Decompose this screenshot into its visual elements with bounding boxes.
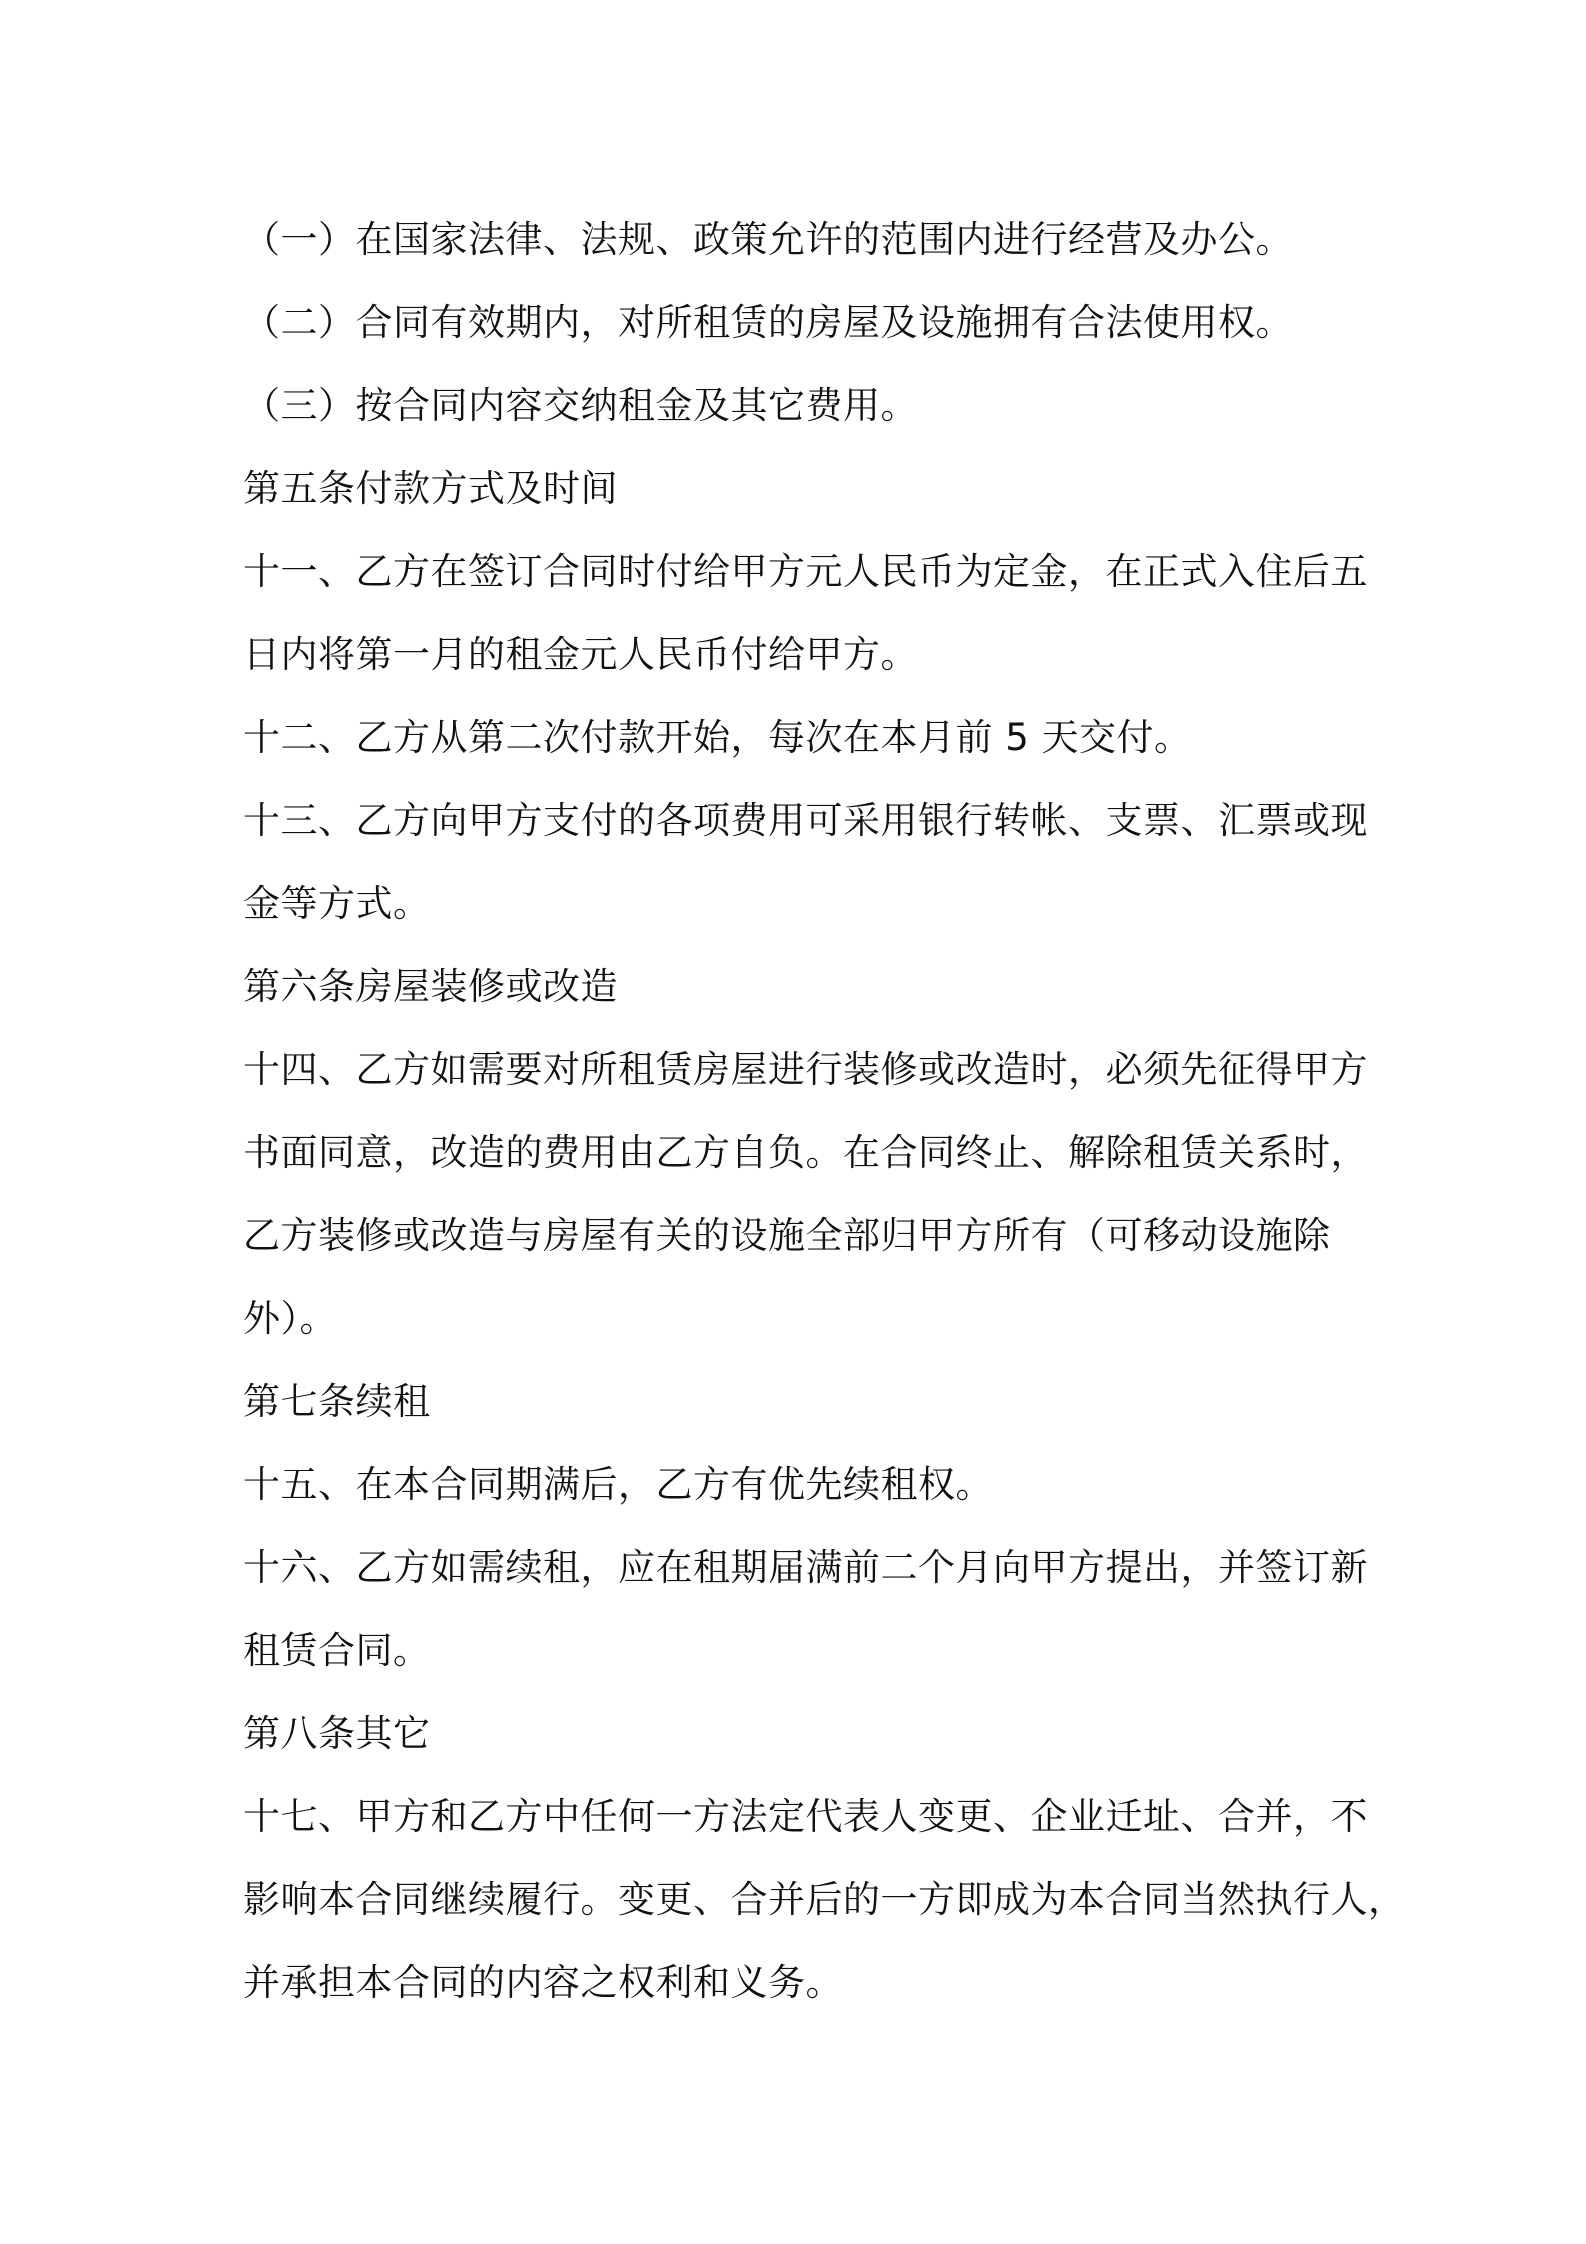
section-heading-7: 第七条续租	[243, 1380, 431, 1423]
document-body	[243, 198, 1406, 2024]
paragraph-14-line-2: 书面同意，改造的费用由乙方自负。在合同终止、解除租赁关系时，	[243, 1131, 1368, 1174]
clause-item-3: （三）按合同内容交纳租金及其它费用。	[243, 384, 918, 427]
paragraph-16-line-1: 十六、乙方如需续租，应在租期届满前二个月向甲方提出，并签订新	[243, 1546, 1368, 1589]
paragraph-13-line-2: 金等方式。	[243, 882, 431, 925]
paragraph-17-line-3: 并承担本合同的内容之权利和义务。	[243, 1961, 843, 2004]
section-heading-5: 第五条付款方式及时间	[243, 467, 618, 510]
paragraph-14-line-1: 十四、乙方如需要对所租赁房屋进行装修或改造时，必须先征得甲方	[243, 1048, 1368, 1091]
paragraph-11-line-1: 十一、乙方在签订合同时付给甲方元人民币为定金，在正式入住后五	[243, 550, 1368, 593]
paragraph-15: 十五、在本合同期满后，乙方有优先续租权。	[243, 1463, 993, 1506]
paragraph-14-line-4: 外）。	[243, 1297, 337, 1340]
paragraph-17-line-2: 影响本合同继续履行。变更、合并后的一方即成为本合同当然执行人，	[243, 1878, 1406, 1921]
paragraph-13-line-1: 十三、乙方向甲方支付的各项费用可采用银行转帐、支票、汇票或现	[243, 799, 1368, 842]
clause-item-1: （一）在国家法律、法规、政策允许的范围内进行经营及办公。	[243, 218, 1293, 261]
paragraph-16-line-2: 租赁合同。	[243, 1629, 431, 1672]
paragraph-14-line-3: 乙方装修或改造与房屋有关的设施全部归甲方所有（可移动设施除	[243, 1214, 1331, 1257]
paragraph-17-line-1: 十七、甲方和乙方中任何一方法定代表人变更、企业迁址、合并，不	[243, 1795, 1368, 1838]
clause-item-2: （二）合同有效期内，对所租赁的房屋及设施拥有合法使用权。	[243, 301, 1293, 344]
paragraph-11-line-2: 日内将第一月的租金元人民币付给甲方。	[243, 633, 918, 676]
section-heading-8: 第八条其它	[243, 1712, 431, 1755]
section-heading-6: 第六条房屋装修或改造	[243, 965, 618, 1008]
paragraph-12: 十二、乙方从第二次付款开始，每次在本月前 5 天交付。	[243, 716, 1192, 759]
